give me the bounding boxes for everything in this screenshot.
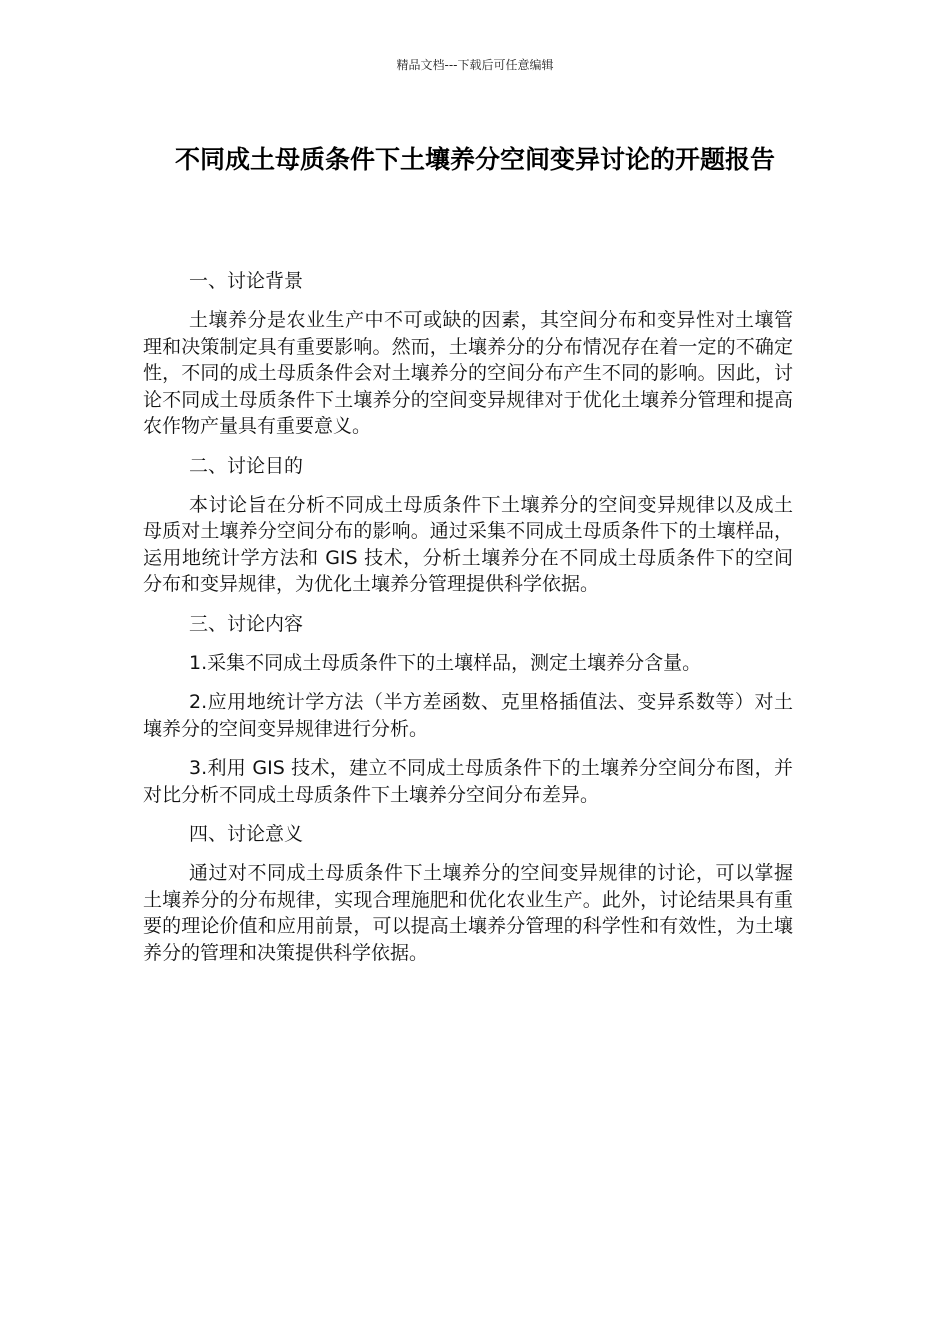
paragraph: 通过对不同成土母质条件下土壤养分的空间变异规律的讨论，可以掌握土壤养分的分布规律，实现合理施肥和优化农业生产。此外，讨论结果具有重要的理论价值和应用前景，可以提高土壤养分管理的科学性和有效性，为土壤养分的管理和决策提供科学依据。 [143, 862, 793, 964]
section-heading: 四、讨论意义 [189, 823, 304, 845]
paragraph: 土壤养分是农业生产中不可或缺的因素，其空间分布和变异性对土壤管理和决策制定具有重要影响。然而，土壤养分的分布情况存在着一定的不确定性，不同的成土母质条件会对土壤养分的空间分布产生不同的影响。因此，讨论不同成土母质条件下土壤养分的空间变异规律对于优化土壤养分管理和提高农作物产量具有重要意义。 [143, 309, 793, 437]
section-purpose [143, 453, 793, 598]
list-item: 3.利用 GIS 技术，建立不同成土母质条件下的土壤养分空间分布图，并对比分析不同成土母质条件下土壤养分空间分布差异。 [143, 757, 793, 806]
section-heading: 三、讨论内容 [189, 612, 304, 635]
section-content [143, 611, 793, 809]
document-body [143, 268, 793, 979]
section-heading: 二、讨论目的 [189, 454, 304, 477]
list-item: 2.应用地统计学方法（半方差函数、克里格插值法、变异系数等）对土壤养分的空间变异规律进行分析。 [143, 691, 793, 740]
paragraph: 本讨论旨在分析不同成土母质条件下土壤养分的空间变异规律以及成土母质对土壤养分空间分布的影响。通过采集不同成土母质条件下的土壤样品，运用地统计学方法和 GIS 技术，分析土壤养分在不同成土母质条件下的空间分布和变异规律，为优化土壤养分管理提供科学依据。 [143, 493, 793, 595]
page-header: 精品文档---下载后可任意编辑 [396, 58, 554, 72]
section-significance [143, 821, 793, 966]
section-heading: 一、讨论背景 [189, 270, 304, 292]
section-background [143, 268, 793, 440]
document-title: 不同成土母质条件下土壤养分空间变异讨论的开题报告 [174, 145, 775, 174]
list-item: 1.采集不同成土母质条件下的土壤样品，测定土壤养分含量。 [189, 651, 702, 674]
